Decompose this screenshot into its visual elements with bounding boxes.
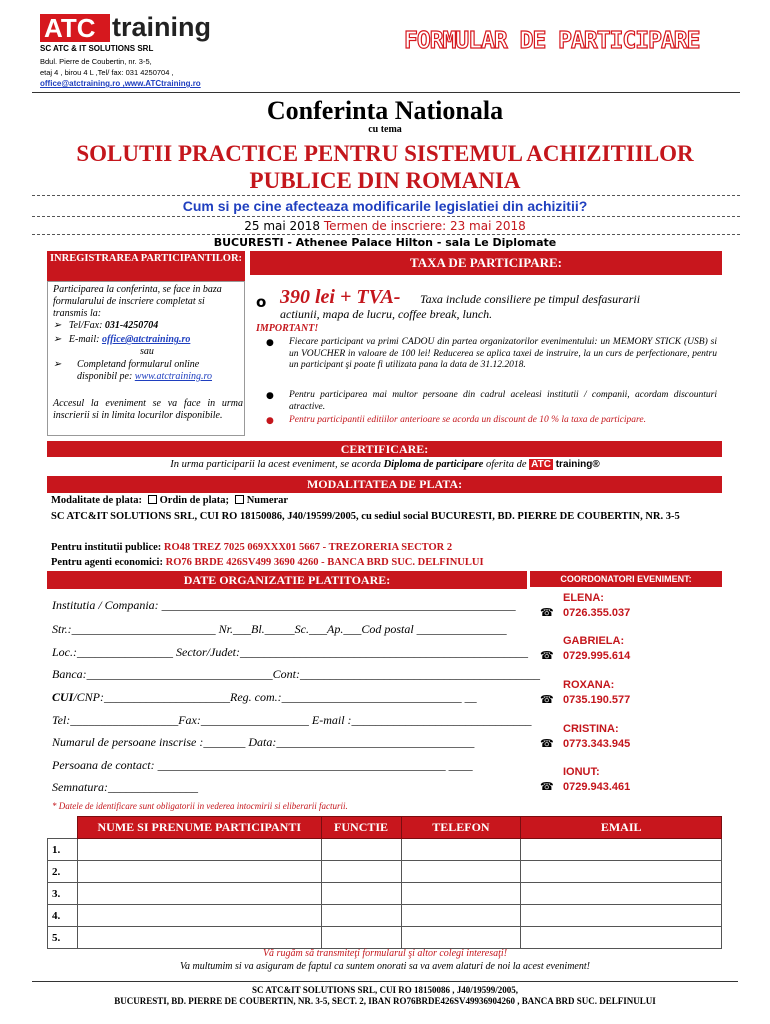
cell-email[interactable] bbox=[521, 927, 722, 949]
phone-icon: ☎ bbox=[540, 649, 554, 662]
cert-brand-atc: ATC bbox=[531, 459, 551, 470]
event-deadline: Termen de inscriere: 23 mai 2018 bbox=[323, 219, 526, 233]
plata-header: MODALITATEA DE PLATA: bbox=[47, 476, 722, 493]
modalitate-label: Modalitate de plata: bbox=[51, 495, 142, 506]
tel-label: Tel/Fax: bbox=[68, 320, 105, 331]
table-header-row bbox=[48, 817, 722, 839]
coord-name-elena: ELENA: bbox=[563, 592, 604, 604]
field-institutia[interactable]: Institutia / Compania: ___________________________________________________________ bbox=[52, 598, 516, 612]
event-dateline bbox=[0, 219, 770, 233]
event-date: 25 mai 2018 bbox=[244, 219, 321, 233]
coord-name-cristina: CRISTINA: bbox=[563, 723, 619, 735]
company-address-2: etaj 4 , birou 4 L ,Tel/ fax: 031 4250704 , bbox=[40, 68, 174, 77]
field-semnatura[interactable]: Semnatura:_______________ bbox=[52, 780, 198, 794]
cert-pre: In urma participarii la acest eveniment, se acorda bbox=[170, 459, 384, 470]
field-strada[interactable]: Str.:________________________ Nr.___Bl._____Sc.___Ap.___Cod postal _______________ bbox=[52, 622, 507, 636]
registration-access: Accesul la eveniment se va face in urma inscrierii si in limita locurilor disponibile. bbox=[53, 398, 243, 421]
org-header: DATE ORGANIZATIE PLATITOARE: bbox=[47, 571, 527, 589]
inst-iban: RO48 TREZ 7025 069XXX01 5667 - TREZORERIA SECTOR 2 bbox=[163, 542, 453, 553]
coord-phone-cristina[interactable]: 0773.343.945 bbox=[563, 738, 631, 750]
cell-email[interactable] bbox=[521, 839, 722, 861]
cell-email[interactable] bbox=[521, 905, 722, 927]
email-label: E-mail: bbox=[68, 334, 102, 345]
online-link[interactable]: www.atctraining.ro bbox=[134, 371, 213, 382]
bullet-icon: ● bbox=[266, 391, 274, 401]
cell-functie[interactable] bbox=[321, 927, 401, 949]
bullet-circle-icon: o bbox=[256, 293, 267, 311]
org-note: * Datele de identificare sunt obligatorii in vederea intocmirii si eliberarii facturii. bbox=[52, 801, 348, 811]
cert-brand-training: training® bbox=[552, 459, 600, 470]
col-email: EMAIL bbox=[521, 817, 722, 839]
table-row bbox=[48, 861, 722, 883]
arrow-icon: ➢ bbox=[53, 334, 62, 345]
date-divider bbox=[32, 234, 740, 235]
registration-header: INREGISTRAREA PARTICIPANTILOR: bbox=[47, 251, 245, 281]
cui-rest: /CNP:_____________________Reg. com.:______________________________ __ bbox=[73, 690, 477, 704]
table-row bbox=[48, 883, 722, 905]
phone-icon: ☎ bbox=[540, 737, 554, 750]
cell-email[interactable] bbox=[521, 861, 722, 883]
arrow-icon: ➢ bbox=[53, 320, 62, 331]
email-link[interactable]: office@atctraining.ro bbox=[101, 334, 191, 345]
field-localitate[interactable]: Loc.:________________ Sector/Judet:________________________________________________ bbox=[52, 645, 528, 659]
taxa-item-3: Pentru participantii editiilor anterioare se acorda un discount de 10 % la taxa de participare. bbox=[289, 415, 646, 425]
cell-nume[interactable] bbox=[77, 883, 321, 905]
col-telefon: TELEFON bbox=[401, 817, 521, 839]
event-venue: BUCURESTI - Athenee Palace Hilton - sala Le Diplomate bbox=[213, 236, 557, 249]
table-row bbox=[48, 927, 722, 949]
row-number: 2. bbox=[48, 861, 78, 883]
phone-icon: ☎ bbox=[540, 693, 554, 706]
agenti-iban: RO76 BRDE 426SV499 3690 4260 - BANCA BRD SUC. DELFINULUI bbox=[165, 557, 484, 568]
conference-cu-tema: cu tema bbox=[368, 124, 402, 135]
cell-functie[interactable] bbox=[321, 839, 401, 861]
row-number: 1. bbox=[48, 839, 78, 861]
company-links[interactable]: office@atctraining.ro ,www.ATCtraining.ro bbox=[40, 79, 201, 88]
bullet-icon: ● bbox=[266, 338, 274, 348]
coord-phone-elena[interactable]: 0726.355.037 bbox=[563, 607, 631, 619]
registration-tel bbox=[53, 320, 158, 332]
theme-line-2: PUBLICE DIN ROMANIA bbox=[249, 168, 521, 193]
agenti-label: Pentru agenti economici: bbox=[51, 557, 166, 568]
coord-name-gabriela: GABRIELA: bbox=[563, 635, 625, 647]
coordonatori-header: COORDONATORI EVENIMENT: bbox=[530, 571, 722, 587]
cell-telefon[interactable] bbox=[401, 927, 521, 949]
row-number: 4. bbox=[48, 905, 78, 927]
numerar-checkbox[interactable] bbox=[235, 495, 244, 504]
cert-post: oferita de bbox=[483, 459, 530, 470]
form-title: FORMULAR DE PARTICIPARE bbox=[404, 28, 700, 54]
logo-atc: ATC bbox=[40, 14, 110, 42]
tel-value: 031-4250704 bbox=[104, 320, 159, 331]
col-nume: NUME SI PRENUME PARTICIPANTI bbox=[77, 817, 321, 839]
phone-icon: ☎ bbox=[540, 606, 554, 619]
coord-phone-roxana[interactable]: 0735.190.577 bbox=[563, 694, 631, 706]
arrow-icon: ➢ bbox=[53, 359, 62, 370]
certificare-text bbox=[0, 459, 770, 470]
field-cui[interactable] bbox=[52, 690, 477, 705]
theme-divider bbox=[32, 195, 740, 196]
table-row bbox=[48, 905, 722, 927]
company-name: SC ATC & IT SOLUTIONS SRL bbox=[40, 44, 154, 53]
ordin-checkbox[interactable] bbox=[148, 495, 157, 504]
table-row bbox=[48, 839, 722, 861]
bullet-icon: ● bbox=[266, 416, 274, 426]
footer-rugam: Vă rugăm să transmiteţi formularul şi altor colegi interesaţi! bbox=[262, 948, 508, 959]
price: 390 lei + TVA- bbox=[280, 286, 401, 308]
field-persoana-contact[interactable]: Persoana de contact: ________________________________________________ ____ bbox=[52, 758, 473, 772]
field-banca[interactable]: Banca:_______________________________Cont:________________________________________ bbox=[52, 667, 540, 681]
cell-functie[interactable] bbox=[321, 861, 401, 883]
registration-email bbox=[53, 334, 190, 346]
cell-telefon[interactable] bbox=[401, 905, 521, 927]
registration-intro: Participarea la conferinta, se face in baza formularului de inscriere completat si transmis la: bbox=[53, 284, 222, 319]
coord-name-ionut: IONUT: bbox=[563, 766, 600, 778]
cell-telefon[interactable] bbox=[401, 883, 521, 905]
footer-line-1: SC ATC&IT SOLUTIONS SRL, CUI RO 18150086 , J40/19599/2005, bbox=[252, 985, 518, 995]
question-divider bbox=[32, 216, 740, 217]
cell-nume[interactable] bbox=[77, 839, 321, 861]
field-tel[interactable]: Tel:__________________Fax:__________________ E-mail :______________________________ bbox=[52, 713, 532, 727]
footer-multumim: Va multumim si va asiguram de faptul ca suntem onorati sa va avem alaturi de noi la acest eveniment! bbox=[180, 961, 590, 972]
online-text: Completand formularul online disponibil pe: bbox=[77, 359, 200, 382]
inst-label: Pentru institutii publice: bbox=[51, 542, 164, 553]
registration-online bbox=[53, 359, 243, 383]
registration-sau: sau bbox=[140, 346, 154, 357]
header-divider bbox=[32, 92, 740, 93]
plata-modalitate bbox=[51, 493, 288, 509]
cell-nume[interactable] bbox=[77, 927, 321, 949]
coord-phone-gabriela[interactable]: 0729.995.614 bbox=[563, 650, 631, 662]
company-address-1: Bdul. Pierre de Coubertin, nr. 3-5, bbox=[40, 57, 152, 66]
row-number: 3. bbox=[48, 883, 78, 905]
coord-name-roxana: ROXANA: bbox=[563, 679, 615, 691]
taxa-item-2: Pentru participarea mai multor persoane din cadrul aceleasi institutii / companii, acordam discounturi atractive. bbox=[289, 390, 717, 412]
certificare-header: CERTIFICARE: bbox=[47, 441, 722, 457]
cert-diploma: Diploma de participare bbox=[383, 459, 484, 470]
important-label: IMPORTANT! bbox=[256, 323, 319, 334]
cell-telefon[interactable] bbox=[401, 861, 521, 883]
cell-nume[interactable] bbox=[77, 905, 321, 927]
col-functie: FUNCTIE bbox=[321, 817, 401, 839]
taxa-item-1: Fiecare participant va primi CADOU din partea organizatorilor evenimentului: un MEMORY STICK (USB) si un VOUCHER in valoare de 100 lei! Reducerea se aplica taxei de instruire, la un curs de perfectionare, pentru un participant şi poate fi utilizata pana la data de 31.12.2018. bbox=[289, 337, 717, 370]
numerar-label: Numerar bbox=[246, 495, 289, 506]
row-number: 5. bbox=[48, 927, 78, 949]
cell-telefon[interactable] bbox=[401, 839, 521, 861]
cell-functie[interactable] bbox=[321, 905, 401, 927]
cell-functie[interactable] bbox=[321, 883, 401, 905]
price-description-2: actiunii, mapa de lucru, coffee break, lunch. bbox=[280, 307, 493, 321]
cell-nume[interactable] bbox=[77, 861, 321, 883]
table-corner bbox=[48, 817, 78, 839]
theme-line-1: SOLUTII PRACTICE PENTRU SISTEMUL ACHIZITIILOR bbox=[76, 141, 694, 166]
plata-institutii bbox=[51, 540, 452, 556]
plata-firm: SC ATC&IT SOLUTIONS SRL, CUI RO 18150086, J40/19599/2005, cu sediul social BUCURESTI, BD. PIERRE DE COUBERTIN, NR. 3-5 bbox=[51, 511, 680, 522]
price-description: Taxa include consiliere pe timpul desfasurarii bbox=[420, 292, 641, 306]
cui-label: CUI bbox=[52, 690, 74, 704]
taxa-header: TAXA DE PARTICIPARE: bbox=[250, 251, 722, 275]
participants-table bbox=[47, 816, 722, 949]
coord-phone-ionut[interactable]: 0729.943.461 bbox=[563, 781, 631, 793]
phone-icon: ☎ bbox=[540, 780, 554, 793]
field-numar-persoane[interactable]: Numarul de persoane inscrise :_______ Data:_________________________________ bbox=[52, 735, 475, 749]
conference-title: Conferinta Nationala bbox=[266, 96, 504, 125]
logo-training: training bbox=[112, 12, 211, 42]
ordin-label: Ordin de plata; bbox=[159, 495, 230, 506]
cell-email[interactable] bbox=[521, 883, 722, 905]
footer-divider bbox=[32, 981, 738, 982]
plata-agenti bbox=[51, 555, 484, 571]
footer-line-2: BUCURESTI, BD. PIERRE DE COUBERTIN, NR. 3-5, SECT. 2, IBAN RO76BRDE426SV49936904260 , BANCA BRD SUC. DELFINULUI bbox=[114, 996, 656, 1006]
event-question: Cum si pe cine afecteaza modificarile legislatiei din achizitii? bbox=[182, 198, 588, 214]
